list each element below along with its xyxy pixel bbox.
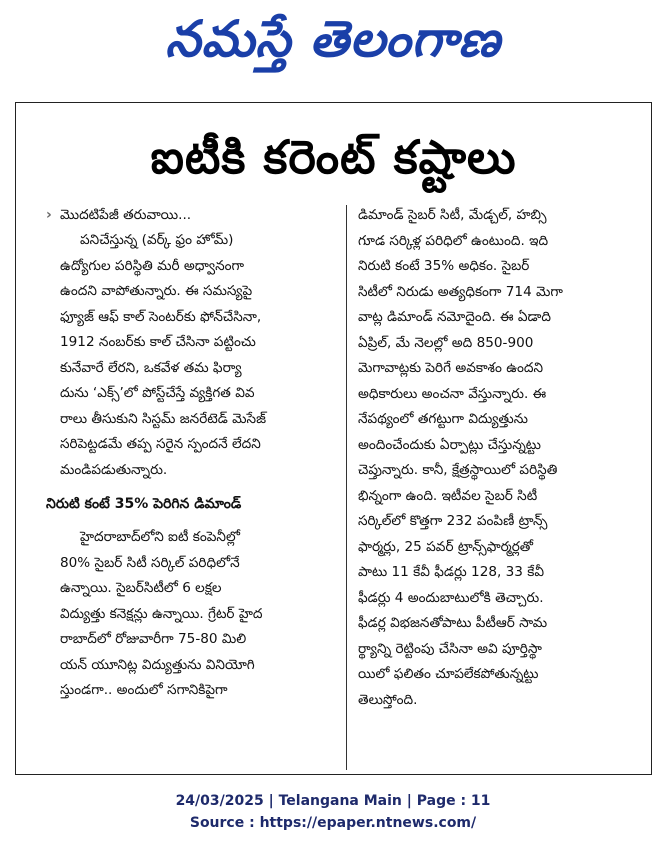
body-line: భిన్నంగా ఉంది. ఇటీవల సైబర్ సిటీ xyxy=(358,487,538,504)
headline-box xyxy=(16,117,651,197)
body-line: దును ‘ఎక్స్’లో పోస్ట్‌చేస్తే వ్యక్తిగత వివ xyxy=(60,385,255,401)
body-line: డిమాండ్ సైబర్ సిటీ, మేడ్చల్, హబ్సి xyxy=(358,207,547,223)
body-line: కునేవారే లేరని, ఒకవేళ తమ ఫిర్యా xyxy=(60,359,242,376)
chevron-right-icon: › xyxy=(46,207,52,223)
left-column xyxy=(46,203,338,704)
footer-source-line: Source : https://epaper.ntnews.com/ xyxy=(189,815,477,831)
body-line: అధికారులు అంచనా వేస్తున్నారు. ఈ xyxy=(358,385,547,402)
body-line: యిలో ఫలితం చూపలేకపోతున్నట్టు xyxy=(358,666,539,682)
body-line: వాట్ల డిమాండ్ నమోదైంది. ఈ ఏడాది xyxy=(358,309,551,325)
body-line: విద్యుత్తు కనెక్షన్లు ఉన్నాయి. గ్రేటర్ హైద xyxy=(60,605,263,622)
body-line: హైదరాబాద్‌లోని ఐటీ కంపెనీల్లో xyxy=(80,529,240,545)
jump-label: మొదటిపేజీ తరువాయి... xyxy=(60,207,192,223)
body-line: 1912 నంబర్‌కు కాల్ చేసినా పట్టించు xyxy=(60,334,256,350)
jump-line xyxy=(46,203,338,228)
article-headline: ఐటీకి కరెంట్ కష్టాలు xyxy=(150,130,517,184)
body-line: ర్థ్యాన్ని రెట్టింపు చేసినా అవి పూర్తిస్థా xyxy=(358,640,542,657)
body-line: పాటు 11 కేవీ ఫీడర్లు 128, 33 కేవీ xyxy=(358,564,545,580)
body-line: ఫ్యూజ్ ఆఫ్ కాల్ సెంటర్‌కు ఫోన్‌చేసినా, xyxy=(60,308,262,325)
body-line: ఏప్రిల్, మే నెలల్లో అది 850-900 xyxy=(358,334,534,351)
article-clipping xyxy=(15,102,652,775)
body-line: ఫీడర్లు 4 అందుబాటులోకి తెచ్చారు. xyxy=(358,589,544,606)
newspaper-logo: నమస్తే తెలంగాణ xyxy=(165,10,501,68)
body-line: ఉద్యోగుల పరిస్థితి మరీ అధ్వానంగా xyxy=(60,257,245,274)
subheading: నిరుటి కంటే 35% పెరిగిన డిమాండ్ xyxy=(46,496,242,512)
body-line: నేపథ్యంలో తగట్టుగా విద్యుత్తును xyxy=(358,411,528,427)
body-line: గూడ సర్కిళ్ల పరిధిలో ఉంటుంది. ఇది xyxy=(358,232,549,249)
body-line: సర్కిల్‌లో కొత్తగా 232 పంపిణీ ట్రాన్స్ xyxy=(358,513,548,529)
body-line: స్తుండగా.. అందులో సగానికిపైగా xyxy=(60,682,228,698)
body-line: మండిపడుతున్నారు. xyxy=(60,461,168,478)
body-line: యన్ యూనిట్ల విద్యుత్తును వినియోగి xyxy=(60,656,255,673)
right-column xyxy=(358,203,634,713)
footer-date-line: 24/03/2025 | Telangana Main | Page : 11 xyxy=(175,793,491,809)
body-line: పనిచేస్తున్న (వర్క్ ఫ్రం హోమ్) xyxy=(80,232,234,248)
footer xyxy=(0,790,666,834)
body-line: సిటీలో నిరుడు అత్యధికంగా 714 మెగా xyxy=(358,283,563,300)
body-line: ఉన్నాయి. సైబర్‌సిటీలో 6 లక్షల xyxy=(60,580,222,596)
body-line: చెప్తున్నారు. కానీ, క్షేత్రస్థాయిలో పరిస్థితి xyxy=(358,462,558,478)
body-line: ఉందని వాపోతున్నారు. ఈ సమస్యపై xyxy=(60,283,253,299)
body-line: 80% సైబర్ సిటీ సర్కిల్ పరిధిలోనే xyxy=(60,554,240,571)
body-line: రాలు తీసుకుని సిస్టమ్ జనరేటెడ్ మెసేజ్ xyxy=(60,410,267,427)
body-line: సరిపెట్టడమే తప్ప సరైన స్పందనే లేదని xyxy=(60,436,261,452)
masthead xyxy=(0,0,666,78)
body-line: రాబాద్‌లో రోజువారీగా 75-80 మిలి xyxy=(60,631,247,647)
body-line: ఫార్మర్లు, 25 పవర్ ట్రాన్స్‌ఫార్మర్లతో xyxy=(358,538,534,555)
body-line: మెగావాట్లకు పెరిగే అవకాశం ఉందని xyxy=(358,360,544,376)
body-line: అందించేందుకు ఏర్పాట్లు చేస్తున్నట్టు xyxy=(358,436,541,453)
body-line: తెలుస్తోంది. xyxy=(358,691,418,708)
body-line: నిరుటి కంటే 35% అధికం. సైబర్ xyxy=(358,258,530,274)
column-divider xyxy=(346,205,347,770)
body-line: ఫీడర్ల విభజనతోపాటు పీటీఆర్ సామ xyxy=(358,615,548,631)
